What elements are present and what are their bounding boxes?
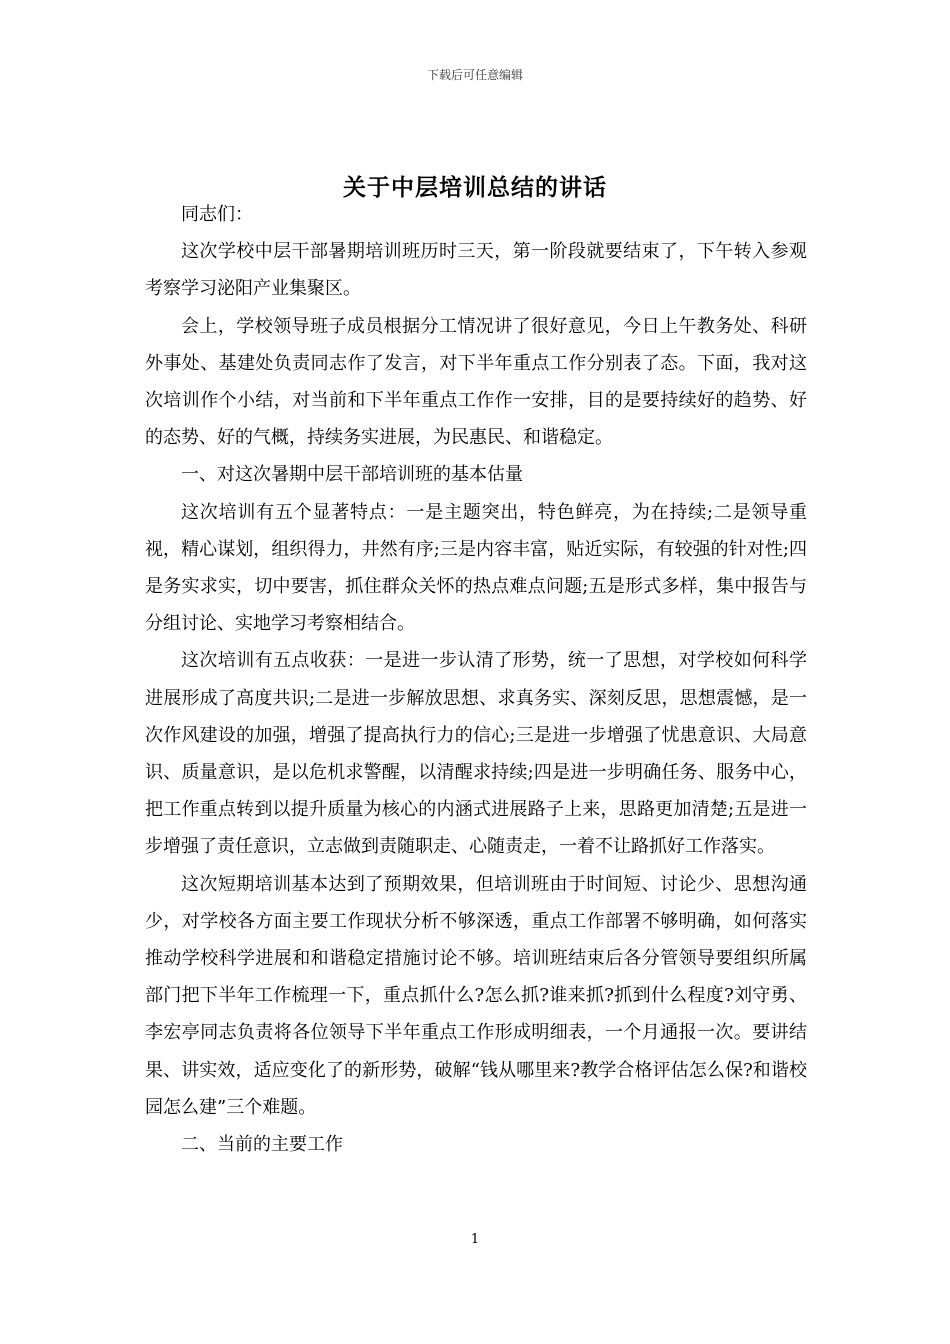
body-paragraph: 这次学校中层干部暑期培训班历时三天，第一阶段就要结束了，下午转入参观考察学习泌阳产业集聚区。 (145, 241, 807, 300)
page-number: 1 (470, 1232, 480, 1247)
body-paragraph: 这次短期培训基本达到了预期效果，但培训班由于时间短、讨论少、思想沟通少，对学校各方面主要工作现状分析不够深透，重点工作部署不够明确，如何落实推动学校科学进展和和谐稳定措施讨论不够。培训班结束后各分管领导要组织所属部门把下半年工作梳理一下，重点抓什么?怎么抓?谁来抓?抓到什么程度?刘守勇、李宏亭同志负责将各位领导下半年重点工作形成明细表，一个月通报一次。要讲结果、讲实效，适应变化了的新形势，破解“钱从哪里来?教学合格评估怎么保?和谐校园怎么建”三个难题。 (145, 873, 807, 1118)
salutation-paragraph: 同志们： (181, 204, 253, 225)
document-title: 关于中层培训总结的讲话 (343, 174, 607, 202)
section-heading: 一、对这次暑期中层干部培训班的基本估量 (181, 464, 523, 486)
body-paragraph: 这次培训有五点收获：一是进一步认清了形势，统一了思想，对学校如何科学进展形成了高度共识;二是进一步解放思想、求真务实、深刻反思，思想震憾，是一次作风建设的加强，增强了提高执行力的信心;三是进一步增强了忧患意识、大局意识、质量意识，是以危机求警醒，以清醒求持续;四是进一步明确任务、服务中心，把工作重点转到以提升质量为核心的内涵式进展路子上来，思路更加清楚;五是进一步增强了责任意识，立志做到责随职走、心随责走，一着不让路抓好工作落实。 (145, 650, 807, 858)
page-header-note: 下载后可任意编辑 (426, 68, 523, 82)
body-paragraph: 会上，学校领导班子成员根据分工情况讲了很好意见，今日上午教务处、科研外事处、基建处负责同志作了发言，对下半年重点工作分别表了态。下面，我对这次培训作个小结，对当前和下半年重点工作作一安排，目的是要持续好的趋势、好的态势、好的气概，持续务实进展，为民惠民、和谐稳定。 (145, 315, 807, 449)
document-body (145, 196, 807, 1163)
body-paragraph: 这次培训有五个显著特点：一是主题突出，特色鲜亮，为在持续;二是领导重视，精心谋划，组织得力，井然有序;三是内容丰富，贴近实际，有较强的针对性;四是务实求实，切中要害，抓住群众关怀的热点难点问题;五是形式多样，集中报告与分组讨论、实地学习考察相结合。 (145, 501, 807, 635)
section-heading: 二、当前的主要工作 (181, 1134, 343, 1156)
